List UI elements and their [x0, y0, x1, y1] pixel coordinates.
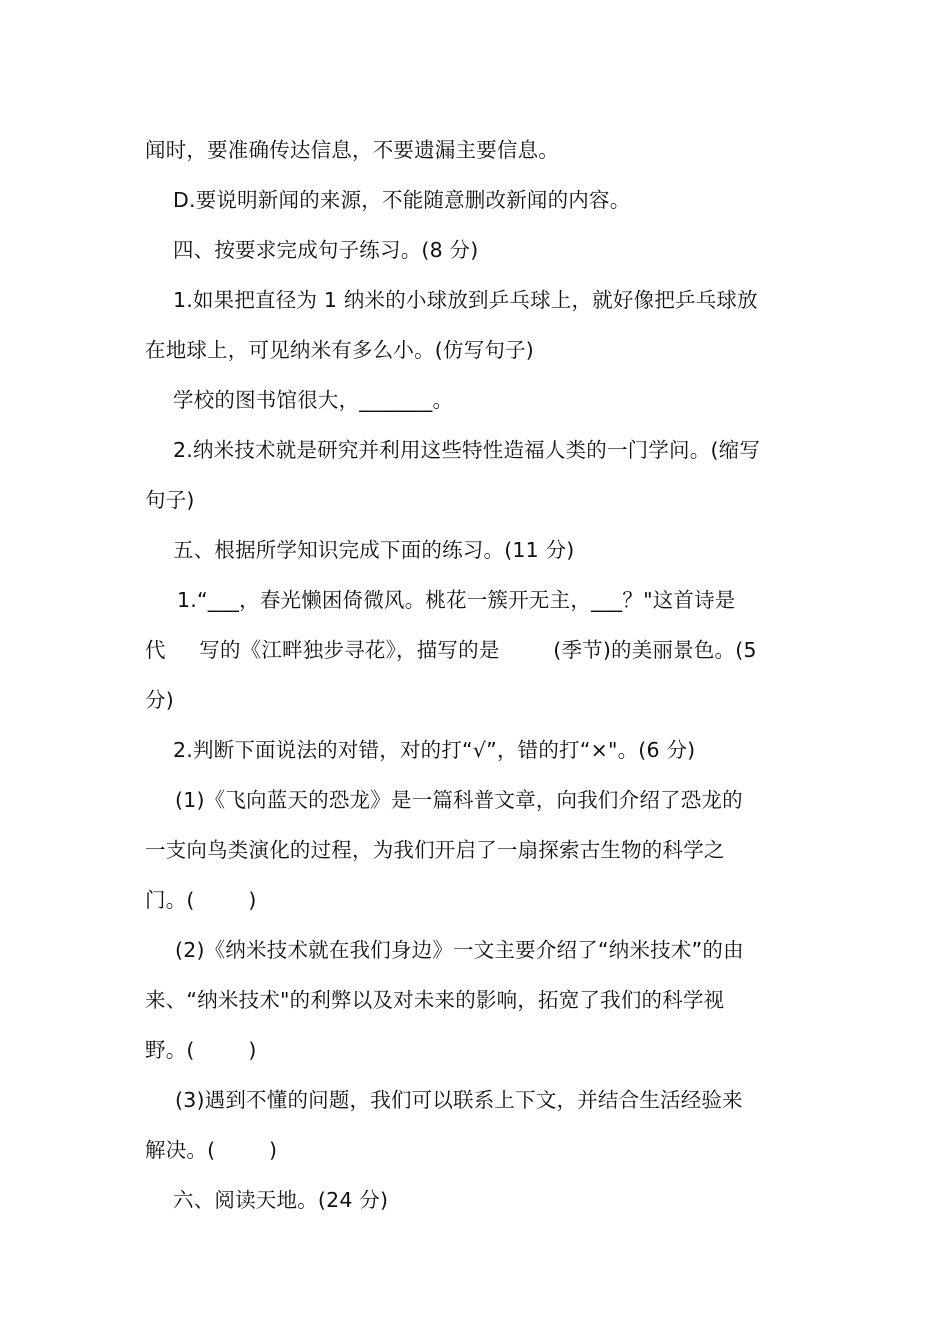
- question-4-1: 1.如果把直径为 1 纳米的小球放到乒乓球上，就好像把乒乓球放: [173, 288, 758, 312]
- statement-1: (1)《飞向蓝天的恐龙》是一篇科普文章，向我们介绍了恐龙的: [175, 788, 743, 812]
- text-line: 一支向鸟类演化的过程，为我们开启了一扇探索古生物的科学之: [145, 838, 725, 862]
- question-5-1: 1.“___，春光懒困倚微风。桃花一簇开无主，___？"这首诗是: [177, 588, 736, 612]
- text-line: 解决。( ): [145, 1138, 278, 1162]
- text-line: 分): [145, 688, 174, 712]
- option-d: D.要说明新闻的来源，不能随意删改新闻的内容。: [173, 188, 631, 212]
- section-heading-5: 五、根据所学知识完成下面的练习。(11 分): [173, 538, 575, 562]
- statement-2: (2)《纳米技术就在我们身边》一文主要介绍了“纳米技术”的由: [175, 938, 744, 962]
- text-line: 代 写的《江畔独步寻花》，描写的是 (季节)的美丽景色。(5: [145, 638, 757, 662]
- text-line: 门。( ): [145, 888, 257, 912]
- section-heading-4: 四、按要求完成句子练习。(8 分): [173, 238, 479, 262]
- section-heading-6: 六、阅读天地。(24 分): [173, 1188, 389, 1212]
- question-5-2: 2.判断下面说法的对错，对的打“√”，错的打“×"。(6 分): [173, 738, 696, 762]
- fill-in-line: 学校的图书馆很大，_______。: [173, 388, 454, 412]
- text-line: 野。( ): [145, 1038, 257, 1062]
- question-4-2: 2.纳米技术就是研究并利用这些特性造福人类的一门学问。(缩写: [173, 438, 761, 462]
- text-line: 在地球上，可见纳米有多么小。(仿写句子): [145, 338, 534, 362]
- text-line: 闻时，要准确传达信息，不要遗漏主要信息。: [145, 138, 559, 162]
- text-line: 来、“纳米技术"的利弊以及对未来的影响，拓宽了我们的科学视: [145, 988, 725, 1012]
- statement-3: (3)遇到不懂的问题，我们可以联系上下文，并结合生活经验来: [175, 1088, 743, 1112]
- text-line: 句子): [145, 488, 195, 512]
